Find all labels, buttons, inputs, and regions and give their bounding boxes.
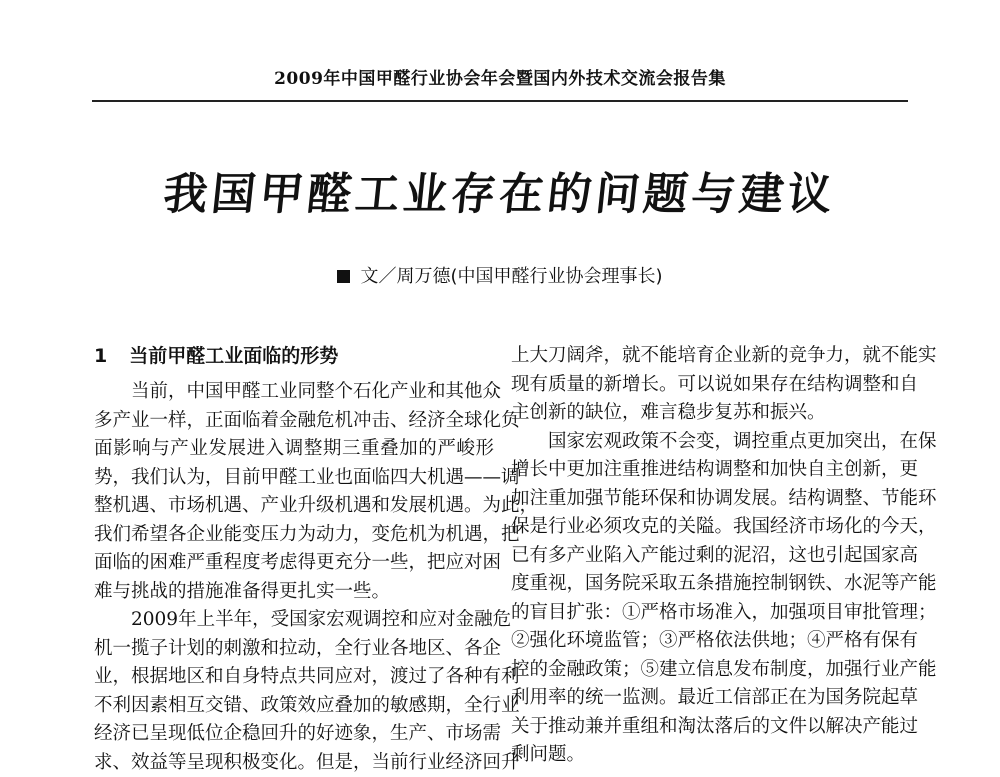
text-line: 难与挑战的措施准备得更扎实一些。: [94, 578, 494, 607]
byline: [0, 262, 1000, 288]
text-line: 保是行业必须攻克的关隘。我国经济市场化的今天，: [511, 513, 911, 542]
text-line: 整机遇、市场机遇、产业升级机遇和发展机遇。为此，: [94, 492, 494, 521]
text-line: 利用率的统一监测。最近工信部正在为国务院起草: [511, 684, 911, 713]
section-heading: [94, 342, 494, 378]
text-line: 2009年上半年，受国家宏观调控和应对金融危: [94, 606, 494, 635]
section-number: 1: [94, 345, 107, 367]
text-line: 机一揽子计划的刺激和拉动，全行业各地区、各企: [94, 635, 494, 664]
text-line: 面影响与产业发展进入调整期三重叠加的严峻形: [94, 435, 494, 464]
running-header: 2009年中国甲醛行业协会年会暨国内外技术交流会报告集: [0, 64, 1000, 89]
article-title: 我国甲醛工业存在的问题与建议: [0, 158, 1000, 222]
square-bullet-icon: [337, 270, 350, 283]
left-column: [94, 342, 494, 777]
text-line: 度重视，国务院采取五条措施控制钢铁、水泥等产能: [511, 570, 911, 599]
text-line: 控的金融政策；⑤建立信息发布制度，加强行业产能: [511, 656, 911, 685]
header-rule: [92, 100, 908, 102]
text-line: 增长中更加注重推进结构调整和加快自主创新，更: [511, 456, 911, 485]
text-line: 我们希望各企业能变压力为动力，变危机为机遇，把: [94, 521, 494, 550]
text-line: 关于推动兼并重组和淘汰落后的文件以解决产能过: [511, 713, 911, 742]
text-line: 国家宏观政策不会变，调控重点更加突出，在保: [511, 428, 911, 457]
section-title: 当前甲醛工业面临的形势: [129, 345, 338, 367]
right-column: [511, 342, 911, 770]
text-line: 求、效益等呈现积极变化。但是，当前行业经济回升: [94, 749, 494, 777]
text-line: 现有质量的新增长。可以说如果存在结构调整和自: [511, 371, 911, 400]
text-line: 上大刀阔斧，就不能培育企业新的竞争力，就不能实: [511, 342, 911, 371]
text-line: 当前，中国甲醛工业同整个石化产业和其他众: [94, 378, 494, 407]
text-line: 势，我们认为，目前甲醛工业也面临四大机遇——调: [94, 464, 494, 493]
text-line: ②强化环境监管；③严格依法供地；④严格有保有: [511, 627, 911, 656]
text-line: 不利因素相互交错、政策效应叠加的敏感期，全行业: [94, 692, 494, 721]
text-line: 加注重加强节能环保和协调发展。结构调整、节能环: [511, 485, 911, 514]
text-line: 的盲目扩张：①严格市场准入，加强项目审批管理；: [511, 599, 911, 628]
text-line: 经济已呈现低位企稳回升的好迹象，生产、市场需: [94, 720, 494, 749]
text-line: 剩问题。: [511, 741, 911, 770]
text-line: 面临的困难严重程度考虑得更充分一些，把应对困: [94, 549, 494, 578]
author: 文／周万德(中国甲醛行业协会理事长): [360, 266, 662, 287]
text-line: 主创新的缺位，难言稳步复苏和振兴。: [511, 399, 911, 428]
text-line: 已有多产业陷入产能过剩的泥沼，这也引起国家高: [511, 542, 911, 571]
text-line: 业，根据地区和自身特点共同应对，渡过了各种有利: [94, 663, 494, 692]
text-line: 多产业一样，正面临着金融危机冲击、经济全球化负: [94, 407, 494, 436]
